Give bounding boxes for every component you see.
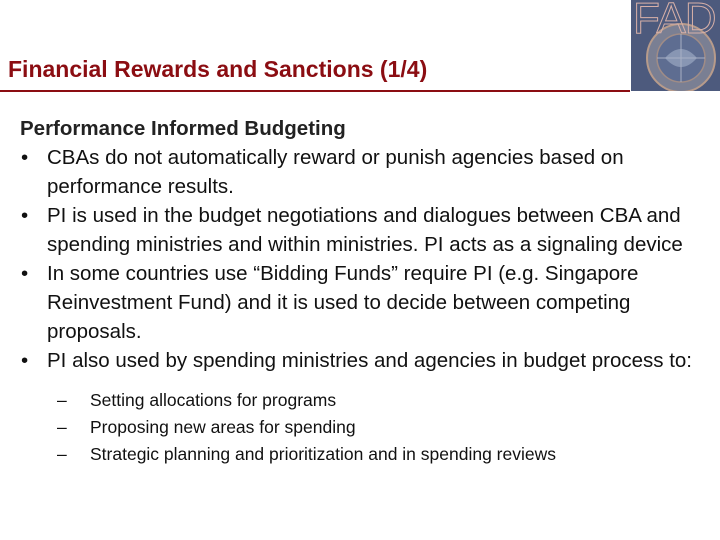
bullet-item bbox=[20, 259, 710, 346]
sub-bullet-item bbox=[57, 414, 710, 441]
bullet-item bbox=[20, 201, 710, 259]
bullet-text: PI is used in the budget negotiations and dialogues between CBA and spending ministries and within ministries. PI acts as a signaling device bbox=[47, 204, 683, 256]
dash-marker: – bbox=[57, 444, 67, 464]
bullet-text: PI also used by spending ministries and agencies in budget process to: bbox=[47, 349, 692, 372]
section-heading: Performance Informed Budgeting bbox=[20, 117, 346, 140]
bullet-marker: • bbox=[21, 146, 29, 169]
slide-body bbox=[20, 114, 710, 468]
title-divider bbox=[0, 90, 630, 92]
bullet-text: In some countries use “Bidding Funds” require PI (e.g. Singapore Reinvestment Fund) and it is used to decide between competing proposals. bbox=[47, 262, 639, 343]
sub-bullet-text: Strategic planning and prioritization and in spending reviews bbox=[90, 444, 556, 464]
sub-bullet-item bbox=[57, 441, 710, 468]
slide-title: Financial Rewards and Sanctions (1/4) bbox=[8, 56, 428, 82]
sub-bullet-text: Setting allocations for programs bbox=[90, 390, 337, 410]
bullet-marker: • bbox=[21, 349, 29, 372]
bullet-marker: • bbox=[21, 204, 29, 227]
bullet-marker: • bbox=[21, 262, 29, 285]
dash-marker: – bbox=[57, 390, 67, 410]
sub-bullet-text: Proposing new areas for spending bbox=[90, 417, 356, 437]
bullet-item bbox=[20, 143, 710, 201]
sub-bullet-list bbox=[20, 387, 710, 468]
fad-imf-logo bbox=[631, 0, 720, 91]
sub-bullet-item bbox=[57, 387, 710, 414]
bullet-item bbox=[20, 346, 710, 375]
bullet-text: CBAs do not automatically reward or punish agencies based on performance results. bbox=[47, 146, 624, 198]
dash-marker: – bbox=[57, 417, 67, 437]
bullet-list bbox=[20, 143, 710, 375]
fad-logo-text: FAD bbox=[633, 0, 716, 43]
